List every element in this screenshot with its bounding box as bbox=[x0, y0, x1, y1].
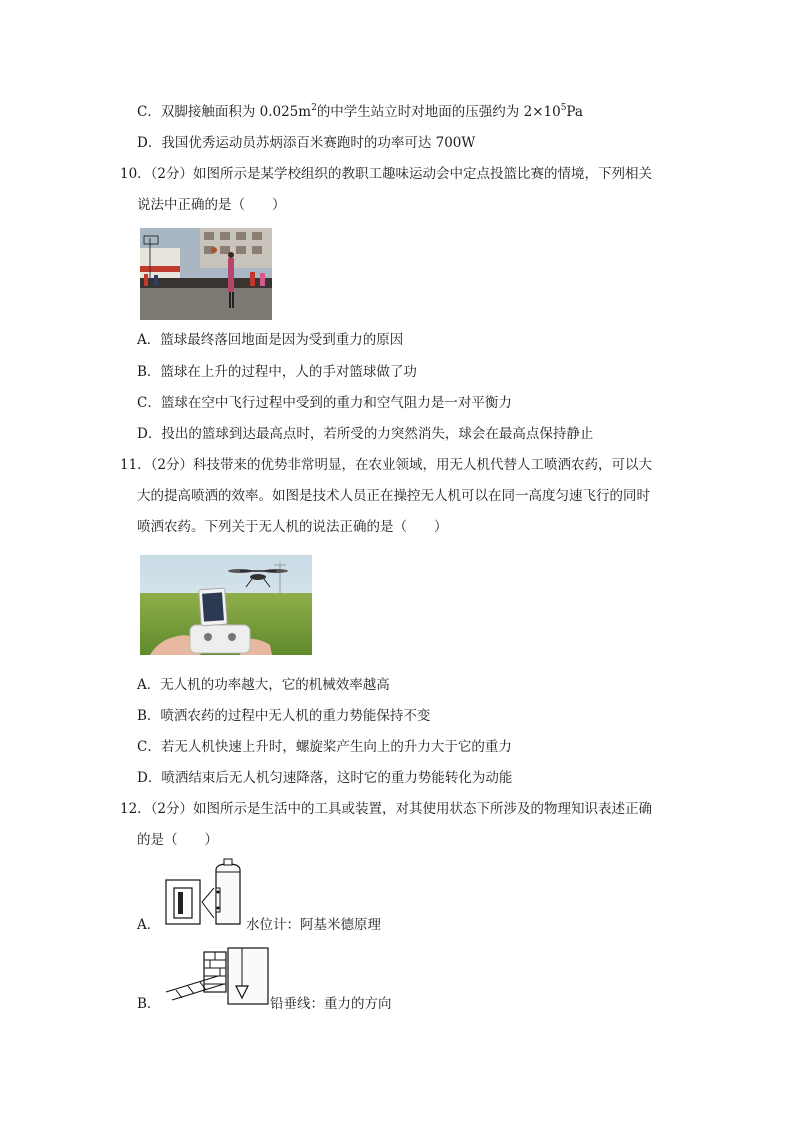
q12-option-a-letter: A． bbox=[137, 917, 161, 933]
q10-option-d: D．投出的篮球到达最高点时，若所受的力突然消失，球会在最高点保持静止 bbox=[137, 426, 594, 442]
q11-option-d: D．喷洒结束后无人机匀速降落，这时它的重力势能转化为动能 bbox=[137, 770, 513, 786]
drone-photo bbox=[140, 555, 312, 655]
q12-option-b-text: 铅垂线：重力的方向 bbox=[270, 996, 392, 1012]
basketball-photo bbox=[140, 228, 272, 320]
plumb-line-diagram bbox=[160, 946, 272, 1010]
water-level-gauge-figure bbox=[162, 858, 246, 930]
q12-option-a-text: 水位计：阿基米德原理 bbox=[246, 917, 381, 933]
q11-stem-line2: 大的提高喷洒的效率。如图是技术人员正在操控无人机可以在同一高度匀速飞行的同时 bbox=[137, 488, 650, 504]
q11-stem-line3: 喷洒农药。下列关于无人机的说法正确的是（ ） bbox=[137, 519, 448, 535]
plumb-line-figure bbox=[160, 946, 272, 1010]
q11-option-c: C．若无人机快速上升时，螺旋桨产生向上的升力大于它的重力 bbox=[137, 739, 512, 755]
drone-photo-image bbox=[140, 555, 312, 655]
q10-option-b: B．篮球在上升的过程中，人的手对篮球做了功 bbox=[137, 364, 417, 380]
q11-option-a: A．无人机的功率越大，它的机械效率越高 bbox=[137, 677, 390, 693]
q12-stem-line2: 的是（ ） bbox=[137, 832, 218, 848]
q12-stem-line1: 12．（2分）如图所示是生活中的工具或装置，对其使用状态下所涉及的物理知识表述正确 bbox=[120, 801, 653, 817]
q12-option-b-letter: B． bbox=[137, 996, 161, 1012]
q10-option-c: C．篮球在空中飞行过程中受到的重力和空气阻力是一对平衡力 bbox=[137, 395, 512, 411]
q9-option-c: C．双脚接触面积为 $0.025m^2$的中学生站立时对地面的压强约为 $2\times 10^5Pa$ bbox=[137, 103, 583, 120]
q11-stem-line1: 11．（2分）科技带来的优势非常明显，在农业领域，用无人机代替人工喷洒农药，可以大 bbox=[120, 457, 653, 473]
q10-option-a: A．篮球最终落回地面是因为受到重力的原因 bbox=[137, 332, 404, 348]
q9-option-d: D．我国优秀运动员苏炳添百米赛跑时的功率可达 700W bbox=[137, 135, 476, 151]
water-level-gauge-diagram bbox=[162, 858, 246, 930]
q11-option-b: B．喷洒农药的过程中无人机的重力势能保持不变 bbox=[137, 708, 431, 724]
q10-stem-line2: 说法中正确的是（ ） bbox=[137, 197, 286, 213]
q10-stem-line1: 10．（2分）如图所示是某学校组织的教职工趣味运动会中定点投篮比赛的情境，下列相关 bbox=[120, 166, 653, 182]
basketball-photo-image bbox=[140, 228, 272, 320]
